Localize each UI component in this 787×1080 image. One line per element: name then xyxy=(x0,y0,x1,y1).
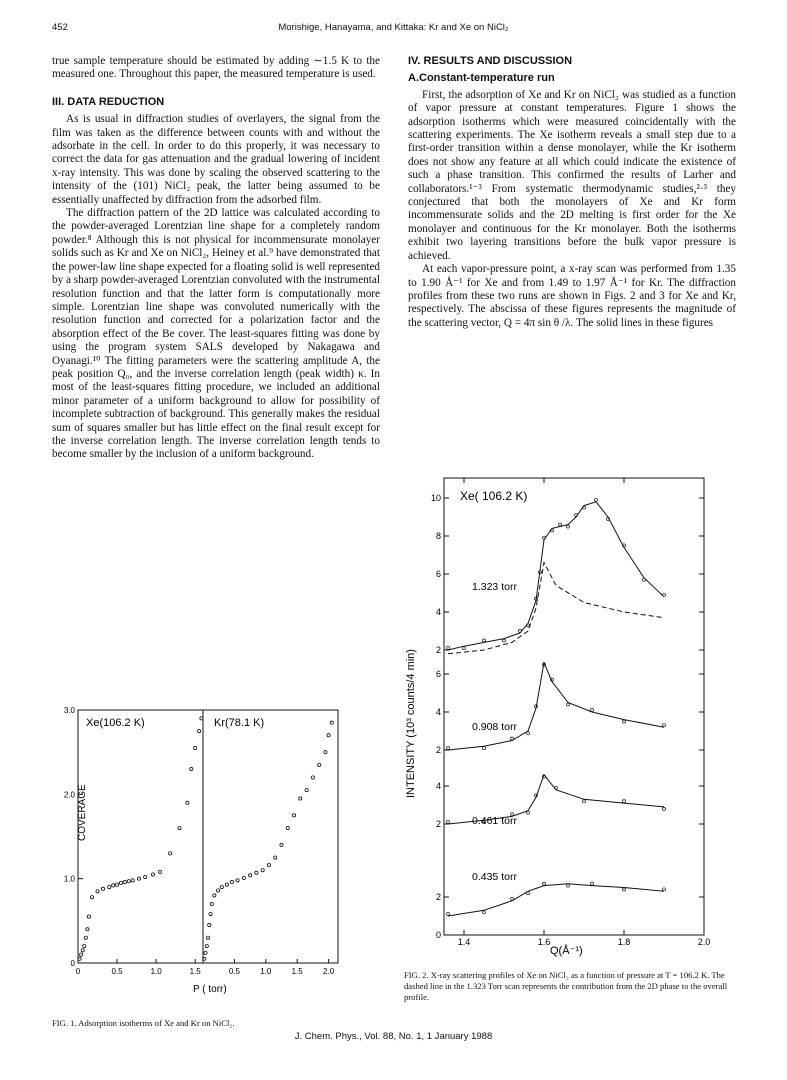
data-point xyxy=(567,525,570,528)
xe-data-point xyxy=(197,729,200,732)
data-point xyxy=(463,647,466,650)
data-point xyxy=(527,892,530,895)
scan-pressure-label: 0.435 torr xyxy=(472,871,517,883)
data-point xyxy=(447,747,450,750)
y-tick-label: 2 xyxy=(435,819,441,829)
xe-data-point xyxy=(151,873,154,876)
kr-data-point xyxy=(327,734,330,737)
kr-panel-frame xyxy=(203,710,338,963)
kr-data-point xyxy=(206,936,209,939)
xe-data-point xyxy=(127,880,130,883)
subsection-heading: A.Constant-temperature run xyxy=(408,72,555,85)
kr-data-point xyxy=(255,871,258,874)
xe-data-point xyxy=(194,746,197,749)
kr-data-point xyxy=(220,886,223,889)
kr-data-point xyxy=(205,945,208,948)
data-point xyxy=(483,747,486,750)
kr-data-point xyxy=(318,763,321,766)
data-point xyxy=(567,884,570,887)
kr-data-point xyxy=(311,776,314,779)
figure-2-caption: FIG. 2. X-ray scattering profiles of Xe on NiCl₂ as a function of pressure at T = 106.2 K. The dashed line in the 1.323 Torr scan represents the contribution from the 2D phase to the overall profile. xyxy=(404,970,728,1002)
data-point xyxy=(447,913,450,916)
xe-data-point xyxy=(84,936,87,939)
running-title: Morishige, Hanayama, and Kittaka: Kr and Xe on NiCl₂ xyxy=(278,22,509,33)
y-tick-label: 2.0 xyxy=(63,790,75,800)
data-point xyxy=(503,639,506,642)
xe-data-point xyxy=(96,890,99,893)
right-column xyxy=(408,55,736,330)
xe-data-point xyxy=(144,875,147,878)
xe-data-point xyxy=(178,826,181,829)
data-point xyxy=(527,732,530,735)
data-point xyxy=(595,498,598,501)
data-point xyxy=(483,639,486,642)
xe-data-point xyxy=(83,945,86,948)
x-tick-label: 1.0 xyxy=(150,967,162,976)
fit-line xyxy=(448,884,664,916)
figure-1-ylabel: COVERAGE xyxy=(77,784,88,841)
figure-1-chart xyxy=(48,700,388,1020)
journal-footer: J. Chem. Phys., Vol. 88, No. 1, 1 January 1988 xyxy=(294,1031,493,1042)
kr-data-point xyxy=(242,876,245,879)
data-point xyxy=(643,578,646,581)
dashed-2d-contribution-line xyxy=(448,563,664,654)
paragraph: First, the adsorption of Xe and Kr on NiCl₂ was studied as a function of vapor pressure at constant temperatures. Figure 1 shows the adsorption isotherms which were measured coincidentally with the scattering experiments. The Xe isotherm reveals a small step due to a first-order transition within a dense monolayer, while the Kr isotherm does not show any feature at all which could indicate the existence of such a phase transition. This confirmed the results of Larher and collaborators.¹⁻³ From systematic thermodynamic studies,²·³ they conjectured that both the monolayers of Xe and Kr form incommensurate solids and the 2D melting is first order for the Xe monolayer and continuous for the Kr monolayer. Both the isotherms exhibit two layering transitions before the bulk vapor pressure is achieved. xyxy=(408,88,736,262)
xe-data-point xyxy=(190,767,193,770)
y-tick-label: 4 xyxy=(435,707,441,717)
figure-2-frame xyxy=(444,478,704,935)
section-heading-results: IV. RESULTS AND DISCUSSION xyxy=(408,55,573,67)
y-tick-label: 10 xyxy=(430,493,441,503)
kr-panel-label: Kr(78.1 K) xyxy=(214,717,265,729)
data-point xyxy=(583,800,586,803)
data-point xyxy=(559,523,562,526)
x-tick-label: 1.6 xyxy=(537,937,551,947)
kr-data-point xyxy=(230,880,233,883)
kr-data-point xyxy=(305,789,308,792)
scan-pressure-label: 1.323 torr xyxy=(472,581,517,593)
y-tick-label: 2 xyxy=(435,645,441,655)
figure-2-ylabel: INTENSITY (10³ counts/4 min) xyxy=(405,649,417,798)
figure-2-chart xyxy=(400,468,730,958)
data-point xyxy=(623,800,626,803)
kr-data-point xyxy=(324,751,327,754)
kr-data-point xyxy=(208,923,211,926)
figure-2-title: Xe( 106.2 K) xyxy=(460,489,528,503)
xe-data-point xyxy=(115,883,118,886)
kr-data-point xyxy=(292,814,295,817)
scan-pressure-label: 0.908 torr xyxy=(472,721,517,733)
fit-line xyxy=(448,502,664,650)
kr-data-point xyxy=(216,889,219,892)
data-point xyxy=(663,888,666,891)
figure-1-caption: FIG. 1. Adsorption isotherms of Xe and Kr on NiCl₂. xyxy=(52,1018,235,1028)
xe-data-point xyxy=(87,915,90,918)
y-tick-label: 2 xyxy=(435,892,441,902)
paragraph: The diffraction pattern of the 2D lattice was calculated according to the powder-averaged Lorentzian line shape for a completely random powder.⁸ Although this is not physical for incommensurate monolayer solids such as Kr and Xe on NiCl₂, Heiney et al.⁹ have demonstrated that the power-law line shape expected for a floating solid is well represented by a sharp powder-averaged Lorentzian convoluted with the instrumental resolution function and that the latter form is computationally more simple. Lorentzian line shape was convoluted numerically with the resolution function and corrected for a polarization factor and the absorption effect of the Be cover. The least-squares fitting was done by using the program system SALS developed by Nakagawa and Oyanagi.¹⁰ The fitting parameters were the scattering amplitude A, the peak position Q₀, and the inverse correlation length (peak width) κ. In most of the least-squares fitting procedure, we included an additional minor parameter of a uniform background to allow for possibility of incomplete subtraction of background. This generally makes the residual sum of squares smaller but has little effect on the final result except for the inverse correlation length. The inverse correlation length tends to become smaller by the inclusion of a uniform background. xyxy=(52,207,380,461)
kr-data-point xyxy=(330,721,333,724)
kr-data-point xyxy=(204,951,207,954)
kr-data-point xyxy=(261,869,264,872)
xe-data-point xyxy=(80,953,83,956)
data-point xyxy=(623,888,626,891)
x-tick-label: 2.0 xyxy=(323,967,335,976)
xe-data-point xyxy=(112,884,115,887)
xe-data-point xyxy=(86,928,89,931)
x-tick-label: 1.8 xyxy=(617,937,631,947)
y-tick-label: 0 xyxy=(70,959,75,968)
data-point xyxy=(511,897,514,900)
y-tick-label: 4 xyxy=(435,781,441,791)
xe-panel-label: Xe(106.2 K) xyxy=(86,717,145,729)
xe-data-point xyxy=(119,881,122,884)
x-tick-label: 1.0 xyxy=(260,967,272,976)
xe-data-point xyxy=(101,887,104,890)
fit-line xyxy=(448,663,664,750)
y-tick-label: 6 xyxy=(435,569,441,579)
data-point xyxy=(663,724,666,727)
data-point xyxy=(447,821,450,824)
data-point xyxy=(591,882,594,885)
x-tick-label: 1.5 xyxy=(291,967,303,976)
data-point xyxy=(527,811,530,814)
xe-data-point xyxy=(90,896,93,899)
kr-data-point xyxy=(210,902,213,905)
x-tick-label: 0.5 xyxy=(228,967,240,976)
x-tick-label: 1.4 xyxy=(457,937,471,947)
kr-data-point xyxy=(286,826,289,829)
x-tick-label: 0 xyxy=(75,967,81,976)
x-tick-label: 1.5 xyxy=(189,967,201,976)
xe-data-point xyxy=(123,880,126,883)
xe-panel-frame xyxy=(78,710,203,963)
xe-data-point xyxy=(158,870,161,873)
paragraph: As is usual in diffraction studies of overlayers, the signal from the film was taken as the difference between counts with and without the adsorbate in the cell. In order to do this properly, it was necessary to correct the data for gas attenuation and the gradual lowering of incident x-ray intensity. This was done by scaling the observed scattering to the intensity of the (101) NiCl₂ peak, the latter being assumed to be essentially unaffected by diffraction from the adsorbed film. xyxy=(52,113,380,206)
y-tick-label: 4 xyxy=(435,607,441,617)
kr-data-point xyxy=(248,874,251,877)
data-point xyxy=(447,647,450,650)
kr-data-point xyxy=(274,856,277,859)
kr-data-point xyxy=(280,843,283,846)
x-tick-label: 2.0 xyxy=(697,937,711,947)
xe-data-point xyxy=(169,852,172,855)
figure-1-xlabel: P ( torr) xyxy=(193,984,227,995)
page-number: 452 xyxy=(52,22,68,33)
figure-2-xlabel: Q(Å⁻¹) xyxy=(550,945,583,957)
kr-data-point xyxy=(299,797,302,800)
kr-data-point xyxy=(209,912,212,915)
y-tick-label: 8 xyxy=(435,531,441,541)
kr-data-point xyxy=(236,879,239,882)
y-tick-label: 0 xyxy=(435,930,441,940)
data-point xyxy=(663,807,666,810)
paragraph: At each vapor-pressure point, a x-ray scan was performed from 1.35 to 1.90 Å⁻¹ for Xe and from 1.49 to 1.97 Å⁻¹ for Kr. The diffraction profiles from these two runs are shown in Figs. 2 and 3 for Xe and Kr, respectively. The abscissa of these figures represents the magnitude of the scattering vector, Q = 4π sin θ /λ. The solid lines in these figures xyxy=(408,263,736,329)
y-tick-label: 6 xyxy=(435,669,441,679)
data-point xyxy=(483,911,486,914)
data-point xyxy=(543,882,546,885)
xe-data-point xyxy=(137,877,140,880)
data-point xyxy=(511,737,514,740)
xe-data-point xyxy=(108,886,111,889)
x-tick-label: 0.5 xyxy=(111,967,123,976)
data-point xyxy=(591,709,594,712)
y-tick-label: 2 xyxy=(435,745,441,755)
xe-data-point xyxy=(81,949,84,952)
y-tick-label: 1.0 xyxy=(63,874,75,884)
kr-data-point xyxy=(267,864,270,867)
section-heading-data-reduction: III. DATA REDUCTION xyxy=(52,95,165,108)
xe-data-point xyxy=(186,801,189,804)
figure-2-plot xyxy=(405,478,710,957)
page-header xyxy=(0,22,787,36)
data-point xyxy=(623,720,626,723)
kr-data-point xyxy=(225,883,228,886)
figure-1-plot xyxy=(64,706,338,995)
y-tick-label: 3.0 xyxy=(63,706,75,715)
scan-pressure-label: 0.461 torr xyxy=(472,815,517,827)
xe-data-point xyxy=(131,879,134,882)
left-column xyxy=(52,55,380,462)
kr-data-point xyxy=(213,894,216,897)
data-point xyxy=(567,703,570,706)
data-point xyxy=(663,593,666,596)
intro-paragraph: true sample temperature should be estimated by adding ∼1.5 K to the measured one. Throughout this paper, the measured temperature is used. xyxy=(52,55,380,81)
